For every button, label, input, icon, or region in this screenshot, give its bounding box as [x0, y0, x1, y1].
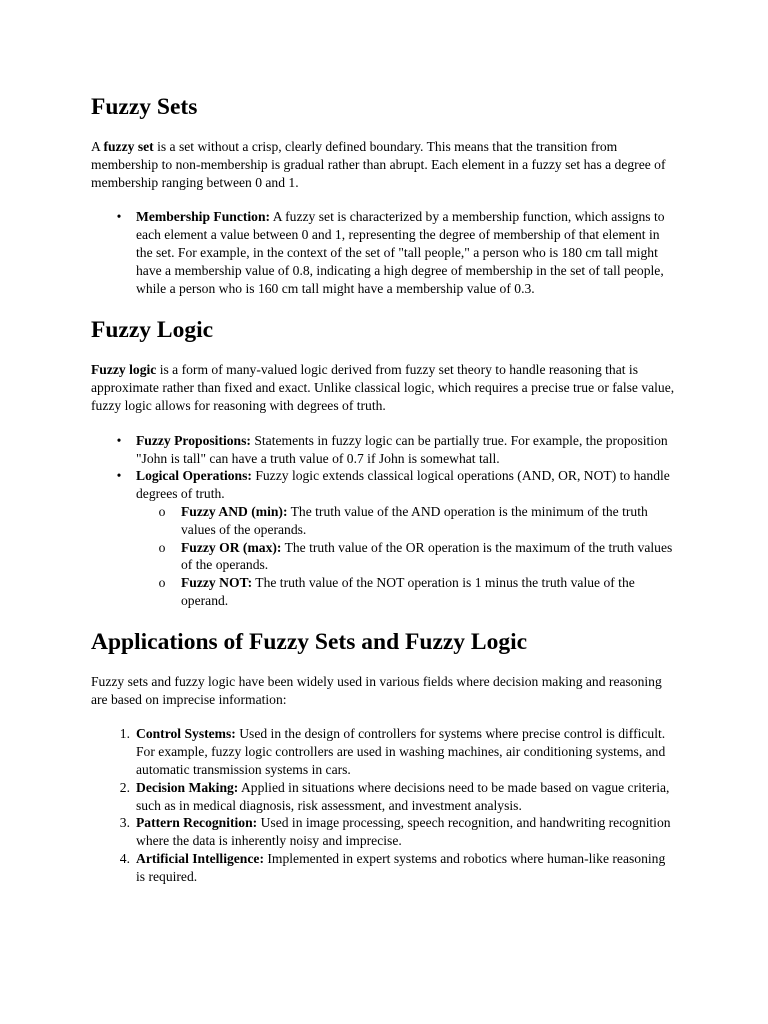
list-item [119, 779, 676, 815]
fuzzy-logic-bullet-list [91, 432, 676, 610]
item-text: The truth value of the NOT operation is 1 minus the truth value of the operand. [181, 575, 635, 608]
item-number: 4. [119, 850, 130, 866]
fuzzy-sets-bullet-list [91, 208, 676, 297]
fuzzy-logic-intro [91, 361, 676, 414]
item-text: Implemented in expert systems and robotics where human-like reasoning is required. [136, 850, 666, 884]
item-number: 1. [119, 726, 130, 742]
item-number: 3. [119, 815, 130, 831]
list-item [116, 467, 676, 609]
item-term: Fuzzy NOT: [181, 575, 253, 591]
applications-numbered-list [91, 725, 676, 885]
sub-list-item [158, 574, 676, 610]
item-term: Decision Making: [136, 779, 239, 795]
circle-bullet-icon: o [158, 575, 166, 591]
heading-fuzzy-sets: Fuzzy Sets [91, 94, 198, 120]
item-term: Fuzzy AND (min): [181, 503, 288, 519]
item-text: The truth value of the OR operation is the maximum of the truth values of the operands. [181, 539, 673, 573]
heading-fuzzy-logic: Fuzzy Logic [91, 317, 214, 344]
list-item [119, 814, 676, 850]
item-text: Used in the design of controllers for systems where precise control is difficult. For example, fuzzy logic controllers are used in washing machines, air conditioning systems, and automatic transmission systems in cars. [136, 726, 666, 777]
heading-applications: Applications of Fuzzy Sets and Fuzzy Logic [91, 628, 528, 655]
item-number: 2. [119, 779, 130, 795]
item-term: Membership Function: [136, 209, 271, 225]
item-term: Fuzzy OR (max): [181, 539, 282, 555]
intro-term: fuzzy set [103, 139, 154, 154]
intro-text: is a form of many-valued logic derived from fuzzy set theory to handle reasoning that is approximate rather than fixed and exact. Unlike classical logic, which requires a precise true or false value, fuzzy logic allows for reasoning with degrees of truth. [91, 362, 675, 413]
intro-term: Fuzzy logic [91, 362, 157, 378]
item-term: Pattern Recognition: [136, 815, 258, 831]
applications-intro: Fuzzy sets and fuzzy logic have been widely used in various fields where decision making and reasoning are based on imprecise information: [91, 673, 662, 707]
sub-list-item [158, 539, 676, 575]
logical-operations-sublist [136, 503, 676, 610]
list-item [116, 208, 676, 297]
bullet-icon: • [116, 468, 122, 484]
bullet-icon: • [116, 209, 122, 225]
sub-list-item [158, 503, 676, 539]
fuzzy-sets-intro [91, 138, 676, 191]
item-term: Artificial Intelligence: [136, 850, 264, 866]
item-term: Control Systems: [136, 726, 236, 742]
list-item [119, 725, 676, 778]
item-text: Statements in fuzzy logic can be partially true. For example, the proposition "John is tall" can have a truth value of 0.7 if John is somewhat tall. [136, 432, 668, 466]
item-text: Used in image processing, speech recognition, and handwriting recognition where the data is inherently noisy and imprecise. [136, 815, 671, 849]
list-item [119, 850, 676, 886]
item-text: A fuzzy set is characterized by a membership function, which assigns to each element a value between 0 and 1, representing the degree of membership of that element in the set. For example, in the context of the set of "tall people," a person who is 180 cm tall might have a membership value of 0.8, indicating a high degree of membership in the set of tall people, while a person who is 160 cm tall might have a membership value of 0.3. [136, 209, 665, 296]
circle-bullet-icon: o [158, 503, 166, 519]
intro-text: is a set without a crisp, clearly defined boundary. This means that the transition from membership to non-membership is gradual rather than abrupt. Each element in a fuzzy set has a degree of membership ranging between 0 and 1. [91, 139, 666, 190]
list-item [116, 432, 676, 468]
item-text: The truth value of the AND operation is the minimum of the truth values of the operands. [181, 503, 648, 537]
item-term: Logical Operations: [136, 468, 252, 484]
item-text: Fuzzy logic extends classical logical operations (AND, OR, NOT) to handle degrees of truth. [136, 468, 670, 502]
intro-lead: A [91, 139, 104, 154]
item-text: Applied in situations where decisions need to be made based on vague criteria, such as in medical diagnosis, risk assessment, and investment analysis. [136, 779, 670, 813]
circle-bullet-icon: o [158, 539, 166, 555]
bullet-icon: • [116, 432, 122, 448]
item-term: Fuzzy Propositions: [136, 432, 251, 448]
document-page [91, 93, 676, 886]
